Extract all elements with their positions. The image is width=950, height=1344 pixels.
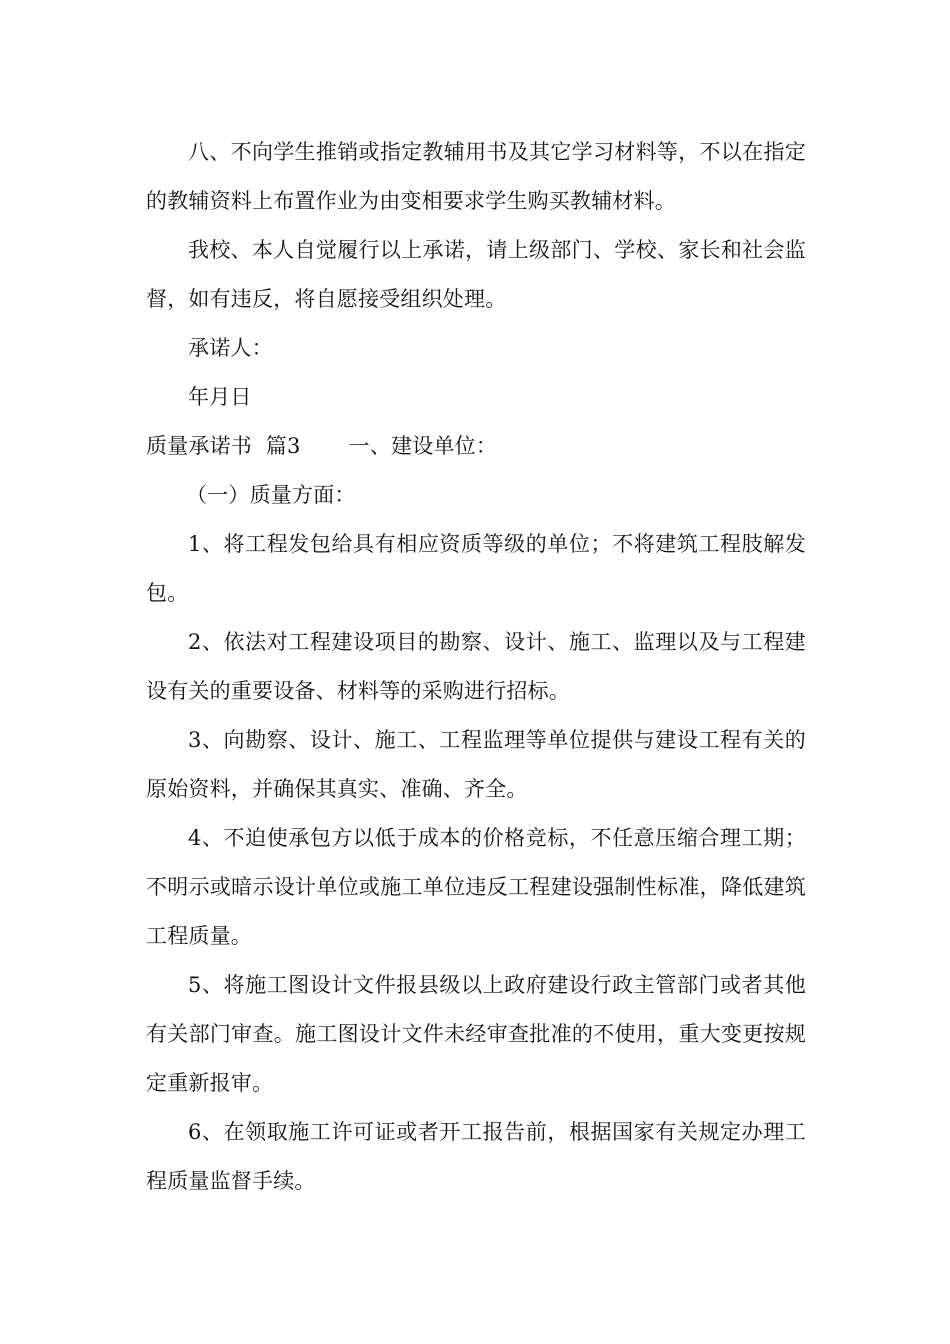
list-item: 3、向勘察、设计、施工、工程监理等单位提供与建设工程有关的原始资料，并确保其真实、准确、齐全。 bbox=[146, 728, 806, 801]
list-item: 4、不迫使承包方以低于成本的价格竞标，不任意压缩合理工期；不明示或暗示设计单位或施工单位违反工程建设强制性标准，降低建筑工程质量。 bbox=[146, 826, 806, 948]
document-body bbox=[146, 128, 806, 1206]
date-label: 年月日 bbox=[188, 385, 252, 409]
list-item: 5、将施工图设计文件报县级以上政府建设行政主管部门或者其他有关部门审查。施工图设计文件未经审查批准的不使用，重大变更按规定重新报审。 bbox=[146, 973, 806, 1095]
paragraph-commitment: 我校、本人自觉履行以上承诺，请上级部门、学校、家长和社会监督，如有违反，将自愿接受组织处理。 bbox=[146, 238, 806, 311]
list-item: 6、在领取施工许可证或者开工报告前，根据国家有关规定办理工程质量监督手续。 bbox=[146, 1120, 806, 1193]
paragraph-item-8: 八、不向学生推销或指定教辅用书及其它学习材料等，不以在指定的教辅资料上布置作业为由变相要求学生购买教辅材料。 bbox=[146, 140, 806, 213]
subsection-heading: （一）质量方面： bbox=[186, 483, 356, 507]
list-item: 2、依法对工程建设项目的勘察、设计、施工、监理以及与工程建设有关的重要设备、材料等的采购进行招标。 bbox=[146, 630, 806, 703]
section-heading: 质量承诺书 篇3 一、建设单位： bbox=[146, 434, 498, 458]
list-item: 1、将工程发包给具有相应资质等级的单位；不将建筑工程肢解发包。 bbox=[146, 532, 806, 605]
promisor-label: 承诺人： bbox=[188, 336, 273, 360]
